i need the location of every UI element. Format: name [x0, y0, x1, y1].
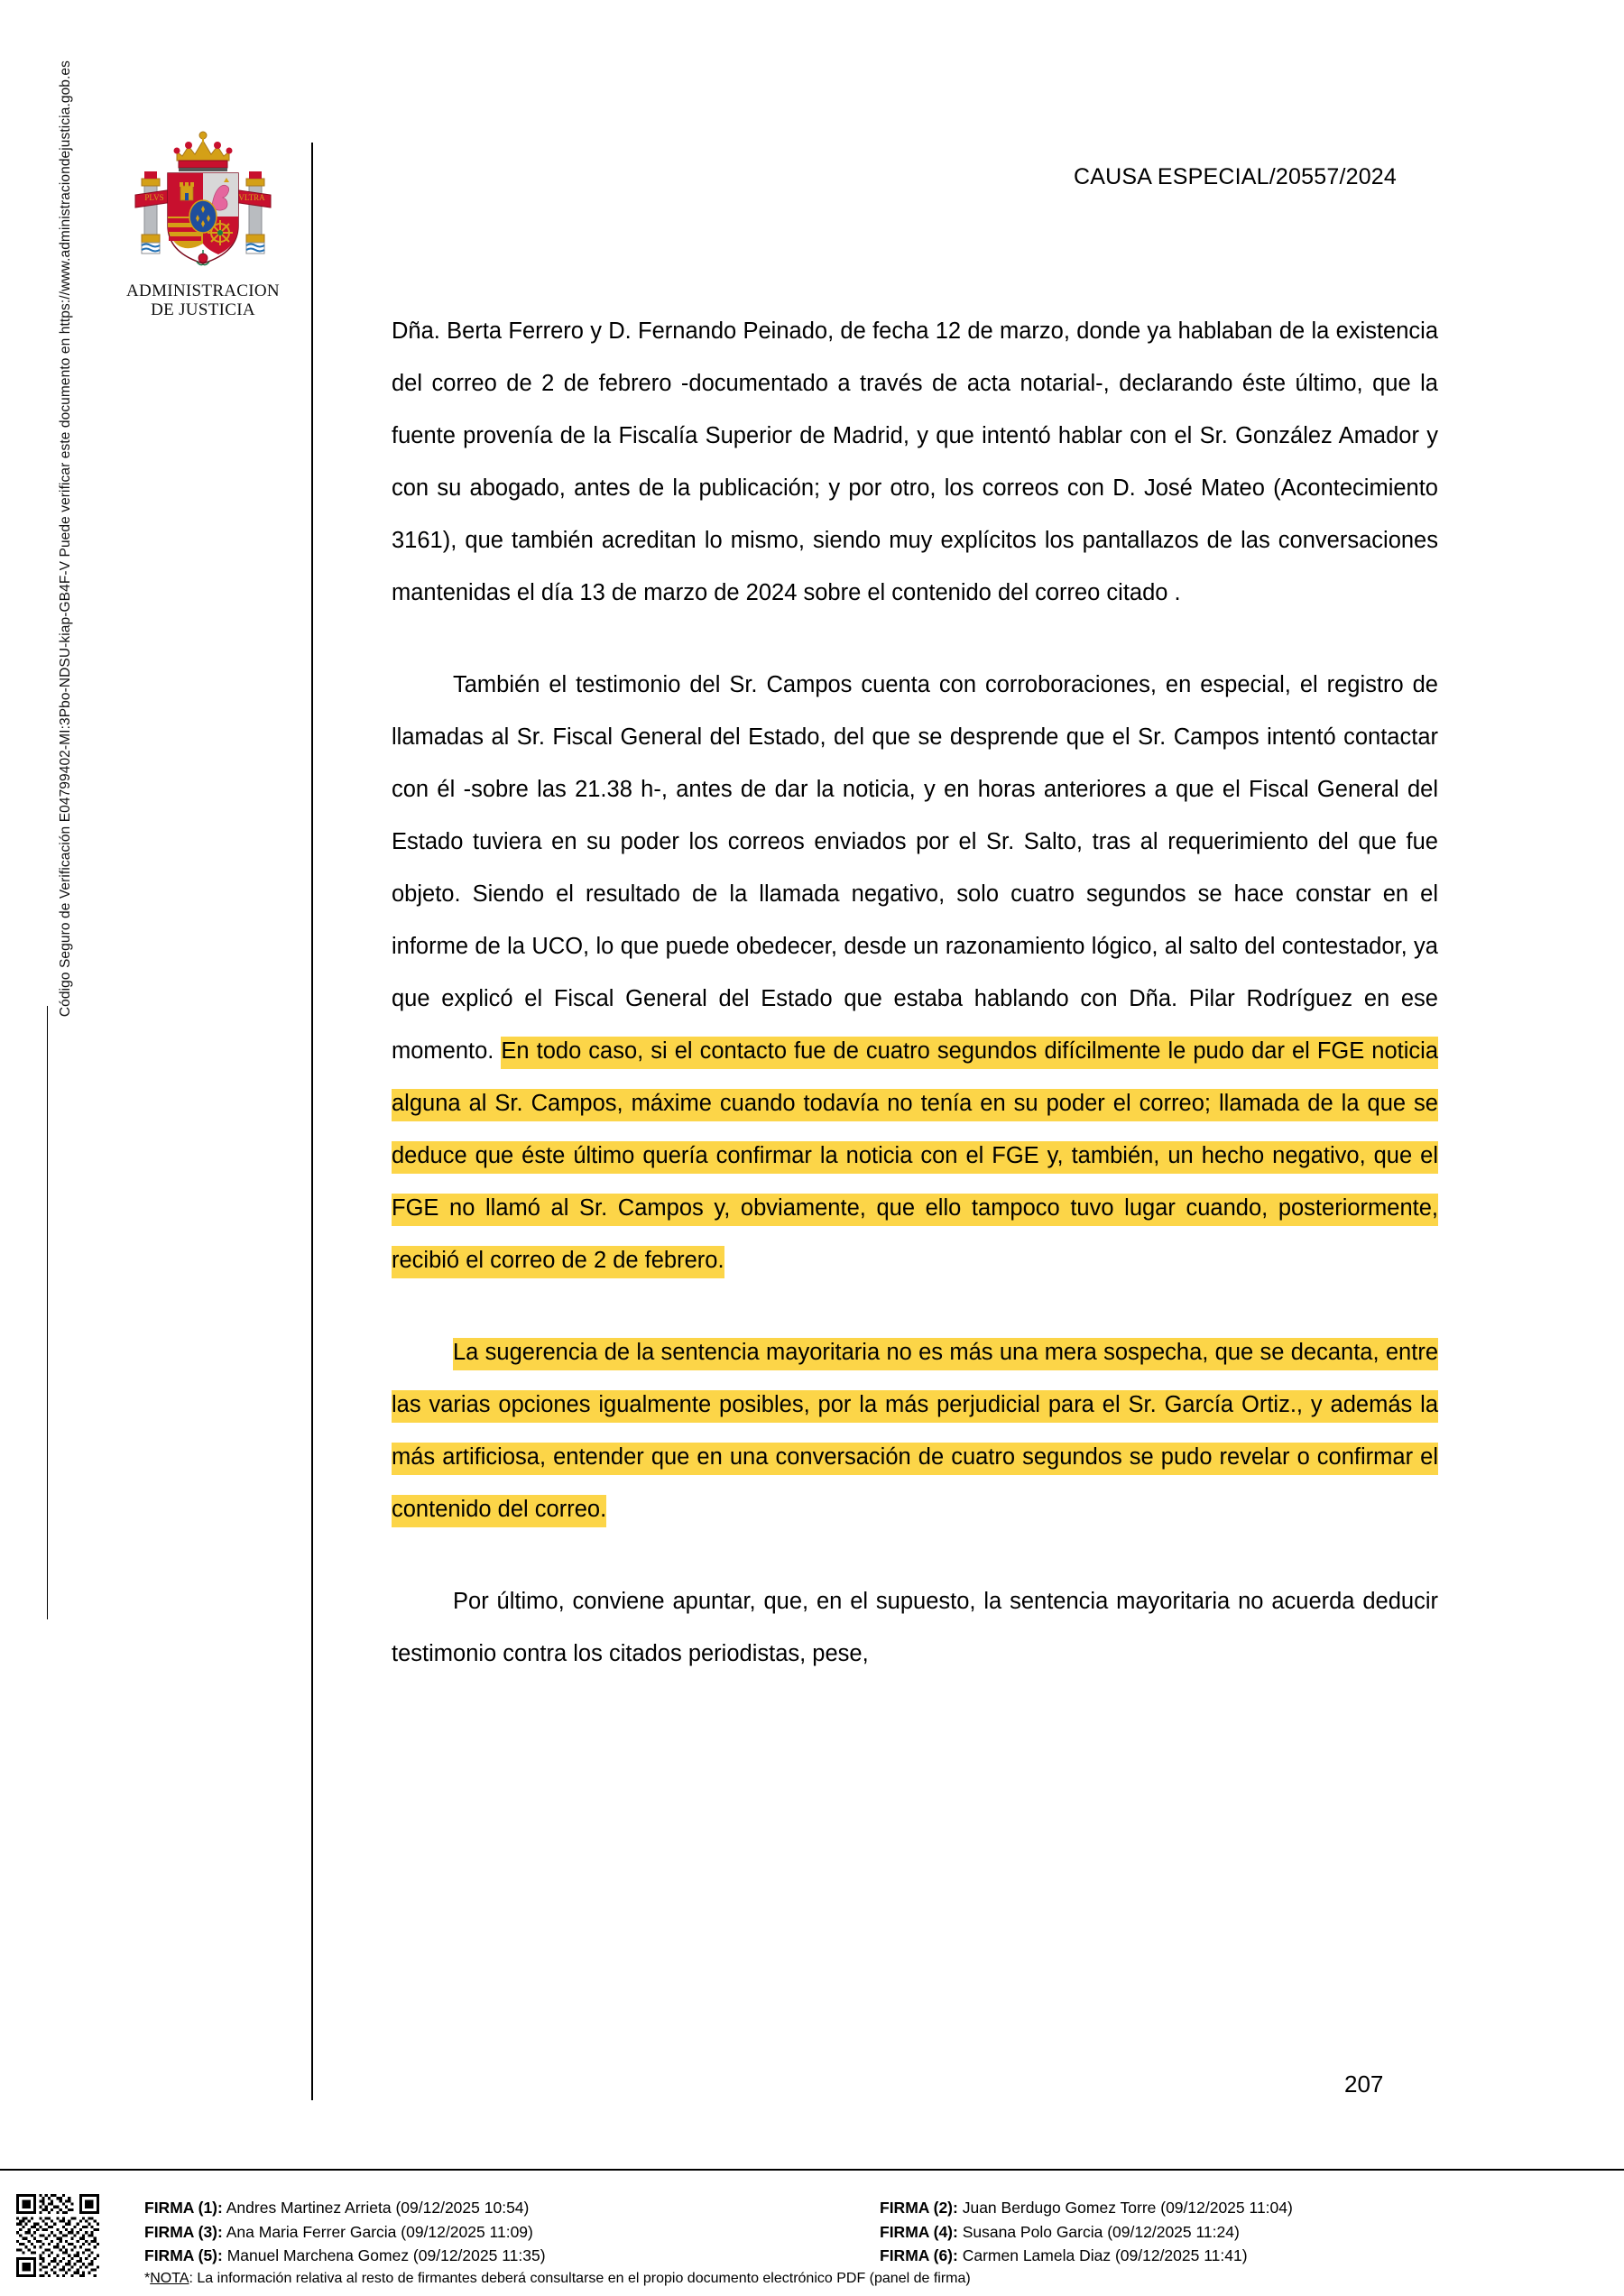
signature-label: FIRMA (6): [880, 2246, 958, 2264]
signature-row [880, 2244, 1615, 2268]
signature-label: FIRMA (5): [144, 2246, 223, 2264]
signature-row [144, 2244, 880, 2268]
paragraph-2 [392, 659, 1438, 1286]
emblem-caption-line-1: ADMINISTRACION [126, 281, 280, 300]
document-body [392, 305, 1438, 1680]
signature-row [880, 2220, 1615, 2245]
qr-code-icon [16, 2194, 99, 2277]
paragraph-4: Por último, conviene apuntar, que, en el supuesto, la sentencia mayoritaria no acuerda deducir testimonio contra los citados periodistas, pese, [392, 1589, 1438, 1666]
case-reference-header: CAUSA ESPECIAL/20557/2024 [1074, 164, 1398, 189]
signature-label: FIRMA (1): [144, 2199, 223, 2217]
coat-of-arms-block [90, 126, 316, 320]
motto-ultra-text: VLTRA [238, 193, 265, 202]
signature-block [144, 2196, 1615, 2268]
signature-row [144, 2220, 880, 2245]
paragraph-1: Dña. Berta Ferrero y D. Fernando Peinado, de fecha 12 de marzo, donde ya hablaban de la existencia del correo de 2 de febrero -documentado a través de acta notarial-, declarando éste último, que la fuente provenía de la Fiscalía Superior de Madrid, y que intentó hablar con el Sr. González Amador y con su abogado, antes de la publicación; y por otro, los correos con D. José Mateo (Acontecimiento 3161), que también acreditan lo mismo, siendo muy explícitos los pantallazos de las conversaciones mantenidas el día 13 de marzo de 2024 sobre el contenido del correo citado . [392, 318, 1438, 605]
signature-value: Juan Berdugo Gomez Torre (09/12/2025 11:04) [962, 2199, 1293, 2217]
footer-note-asterisk: * [144, 2271, 151, 2286]
signature-row [880, 2196, 1615, 2220]
verification-strip [0, 0, 73, 2165]
signature-column-right [880, 2196, 1615, 2268]
paragraph-3 [392, 1326, 1438, 1535]
spain-coat-of-arms-icon [117, 126, 289, 280]
signature-value: Andres Martinez Arrieta (09/12/2025 10:54) [226, 2199, 530, 2217]
footer-divider [0, 2169, 1624, 2171]
signature-value: Susana Polo Garcia (09/12/2025 11:24) [962, 2222, 1240, 2241]
emblem-caption-line-2: DE JUSTICIA [151, 300, 255, 320]
column-divider [311, 143, 313, 2100]
signature-row [144, 2196, 880, 2220]
signature-label: FIRMA (2): [880, 2199, 958, 2217]
paragraph-2-plain-text: También el testimonio del Sr. Campos cuenta con corroboraciones, en especial, el registro de llamadas al Sr. Fiscal General del Estado, del que se desprende que el Sr. Campos intentó contactar con él -sobre las 21.38 h-, antes de dar la noticia, y en horas anteriores a que el Fiscal General del Estado tuviera en su poder los correos enviados por el Sr. Salto, tras al requerimiento del que fue objeto. Siendo el resultado de la llamada negativo, solo cuatro segundos se hace constar en el informe de la UCO, lo que puede obedecer, desde un razonamiento lógico, al salto del contestador, ya que explicó el Fiscal General del Estado que estaba hablando con Dña. Pilar Rodríguez en ese momento. [392, 672, 1438, 1064]
paragraph-3-highlighted-text: La sugerencia de la sentencia mayoritaria no es más una mera sospecha, que se decanta, entre las varias opciones igualmente posibles, por la más perjudicial para el Sr. García Ortiz., y además la más artificiosa, entender que en una conversación de cuatro segundos se pudo revelar o confirmar el contenido del correo. [392, 1338, 1438, 1527]
footer-note-keyword: NOTA [150, 2271, 189, 2286]
signature-value: Carmen Lamela Diaz (09/12/2025 11:41) [962, 2246, 1248, 2264]
emblem-caption [90, 281, 316, 320]
footer-note [144, 2271, 971, 2287]
signature-value: Manuel Marchena Gomez (09/12/2025 11:35) [226, 2246, 546, 2264]
page-number: 207 [1344, 2070, 1384, 2098]
verification-strip-rule [47, 1006, 48, 1619]
signature-label: FIRMA (3): [144, 2222, 223, 2241]
paragraph-2-highlighted-text: En todo caso, si el contacto fue de cuatro segundos difícilmente le pudo dar el FGE noticia alguna al Sr. Campos, máxime cuando todavía no tenía en su poder el correo; llamada de la que se deduce que éste último quería confirmar la noticia con el FGE y, también, un hecho negativo, que el FGE no llamó al Sr. Campos y, obviamente, que ello tampoco tuvo lugar cuando, posteriormente, recibió el correo de 2 de febrero. [392, 1037, 1438, 1278]
motto-plus-text: PLVS [144, 193, 164, 202]
signature-column-left [144, 2196, 880, 2268]
signature-value: Ana Maria Ferrer Garcia (09/12/2025 11:09) [226, 2222, 533, 2241]
footer-note-text: : La información relativa al resto de firmantes deberá consultarse en el propio documento electrónico PDF (panel de firma) [189, 2271, 971, 2286]
verification-code-text: Código Seguro de Verificación E04799402-MI:3Pbo-NDSU-kiap-GB4F-V Puede verificar este documento en https://www.administraciondejusticia.gob.es [58, 60, 73, 1018]
signature-label: FIRMA (4): [880, 2222, 958, 2241]
